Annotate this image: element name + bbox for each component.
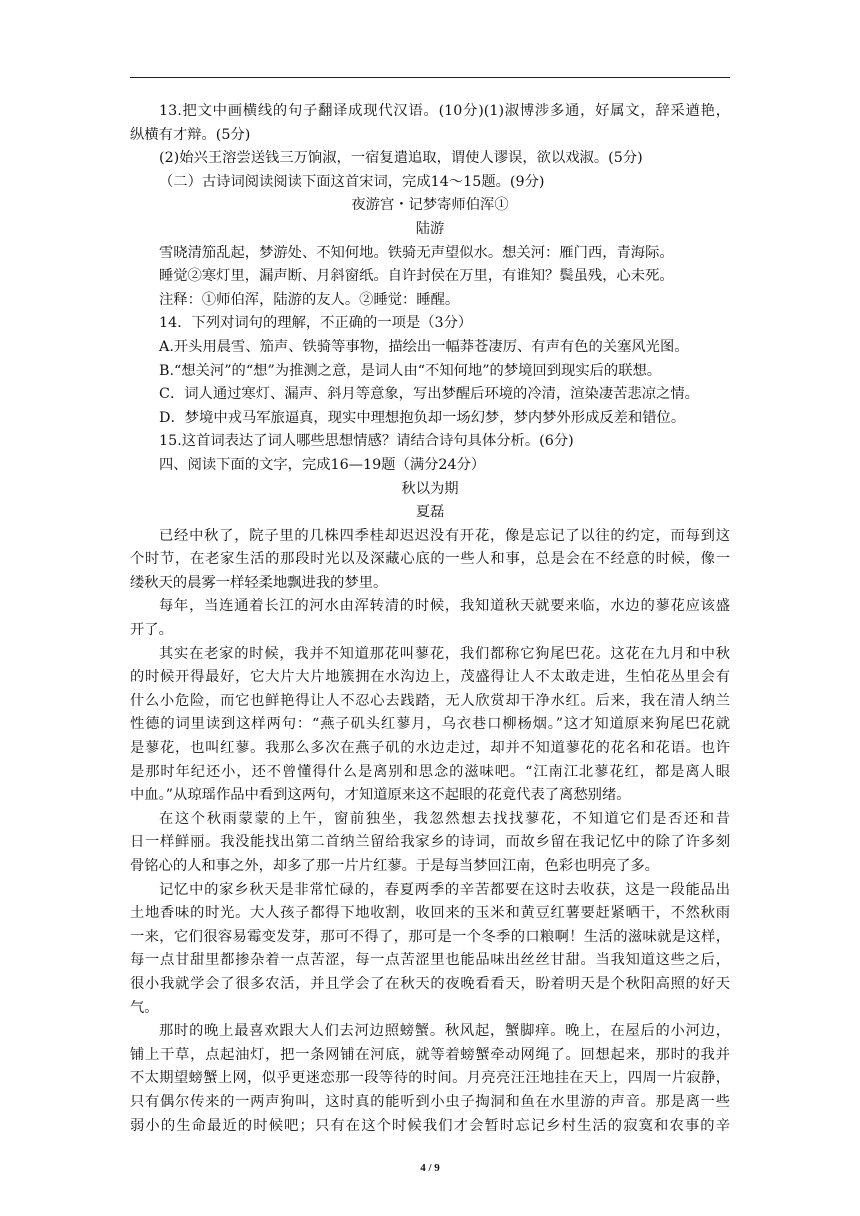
text-line: (2)始兴王溶尝送钱三万饷淑，一宿复遣追取，谓使人谬误，欲以戏淑。(5分) <box>159 150 643 167</box>
text-line: 睡觉②寒灯里，漏声断、月斜窗纸。自许封侯在万里，有谁知？鬓虽残，心未死。 <box>159 268 674 285</box>
text-line: 秋以为期 <box>401 480 459 497</box>
text-line: B.“想关河”的“想”为推测之意，是词人由“不知何地”的梦境回到现实后的联想。 <box>159 362 662 379</box>
text-line: 不太期望螃蟹上网，似乎更迷恋那一段等待的时间。月亮亮汪汪地挂在天上，四周一片寂静， <box>130 1070 730 1087</box>
text-line: 性德的词里读到这样两句：“燕子矶头红蓼月，乌衣巷口柳杨烟。”这才知道原来狗尾巴花就 <box>130 716 730 733</box>
text-line: 开了。 <box>130 622 173 639</box>
page-number: 4 / 9 <box>420 1162 440 1174</box>
text-line: （二）古诗词阅读阅读下面这首宋词，完成14～15题。(9分) <box>159 173 545 190</box>
text-line: 缕秋天的晨雾一样轻柔地飘进我的梦里。 <box>130 574 388 591</box>
text-line: 夏磊 <box>415 504 445 521</box>
text-line: 14．下列对词句的理解，不正确的一项是（3分） <box>159 315 473 332</box>
text-line: 骨铭心的人和事之外，却多了那一片片红蓼。于是每当梦回江南，色彩也明亮了多。 <box>130 858 659 874</box>
text-line: A.开头用晨雪、笳声、铁骑等事物，描绘出一幅莽苍凄厉、有声有色的关塞风光图。 <box>159 338 689 355</box>
text-line: 那时的晚上最喜欢跟大人们去河边照螃蟹。秋风起，蟹脚痒。晚上，在屋后的小河边， <box>159 1023 730 1040</box>
text-line: 是那时年纪还小，还不曾懂得什么是离别和思念的滋味吧。“江南江北蓼花红，都是离人眼 <box>130 763 730 780</box>
text-line: 一来，它们很容易霉变发芽，那可不得了，那可是一个冬季的口粮啊！生活的滋味就是这样， <box>130 928 730 945</box>
document-body <box>130 100 730 1138</box>
text-line: 13.把文中画横线的句子翻译成现代汉语。(10分)(1)淑博涉多通，好属文，辞采遒艳， <box>159 103 730 119</box>
text-line: D．梦境中戎马军旅逼真，现实中理想抱负却一场幻梦，梦内梦外形成反差和错位。 <box>159 409 686 426</box>
text-line: 记忆中的家乡秋天是非常忙碌的，春夏两季的辛苦都要在这时去收获，这是一段能品出 <box>159 881 730 898</box>
text-line: 在这个秋雨蒙蒙的上午，窗前独坐，我忽然想去找找蓼花，不知道它们是否还和昔 <box>159 810 730 827</box>
text-line: 已经中秋了，院子里的几株四季桂却迟迟没有开花，像是忘记了以往的约定，而每到这 <box>159 527 730 544</box>
text-line: 什么小危险，而它也鲜艳得让人不忍心去践踏，无人欣赏却干净水红。后来，我在清人纳兰 <box>130 692 730 709</box>
text-line: C．词人通过寒灯、漏声、斜月等意象，写出梦醒后环境的冷清，渲染凄苦悲凉之情。 <box>159 386 699 403</box>
text-line: 日一样鲜丽。我没能找出第二首纳兰留给我家乡的诗词，而故乡留在我记忆中的除了许多刻 <box>130 834 730 851</box>
text-line: 很小我就学会了很多农活，并且学会了在秋天的夜晚看看天，盼着明天是个秋阳高照的好天 <box>130 975 730 992</box>
text-line: 纵横有才辩。(5分) <box>130 126 251 143</box>
text-line: 夜游宫・记梦寄师伯浑① <box>351 197 509 214</box>
text-line: 中血。”从琼瑶作品中看到这两句，才知道原来这不起眼的花竟代表了离愁别绪。 <box>130 787 631 804</box>
text-line: 只有偶尔传来的一两声狗叫，这时真的能听到小虫子掏洞和鱼在水里游的声音。那是离一些 <box>130 1093 730 1110</box>
text-line: 土地香味的时光。大人孩子都得下地收割，收回来的玉米和黄豆红薯要赶紧晒干，不然秋雨 <box>130 905 730 922</box>
text-line: 的时候开得最好，它大片大片地簇拥在水沟边上，茂盛得让人不太敢走进，生怕花丛里会有 <box>130 669 730 686</box>
text-line: 注释：①师伯浑，陆游的友人。②睡觉：睡醒。 <box>159 291 460 308</box>
header-rule <box>130 77 730 78</box>
text-line: 铺上干草，点起油灯，把一条网铺在河底，就等着螃蟹牵动网绳了。回想起来，那时的我并 <box>130 1046 730 1063</box>
text-line: 其实在老家的时候，我并不知道那花叫蓼花，我们都称它狗尾巴花。这花在九月和中秋 <box>159 645 730 662</box>
text-line: 气。 <box>130 999 159 1016</box>
text-line: 陆游 <box>415 220 445 237</box>
text-line: 弱小的生命最近的时候吧；只有在这个时候我们才会暂时忘记乡村生活的寂寞和农事的辛 <box>130 1117 730 1134</box>
text-line: 个时节，在老家生活的那段时光以及深藏心底的一些人和事，总是会在不经意的时候，像一 <box>130 551 730 568</box>
text-line: 15.这首词表达了词人哪些思想情感？请结合诗句具体分析。(6分) <box>159 433 574 450</box>
text-line: 雪晓清笳乱起，梦游处、不知何地。铁骑无声望似水。想关河：雁门西，青海际。 <box>159 244 674 261</box>
text-line: 是蓼花，也叫红蓼。我那么多次在燕子矶的水边走过，却并不知道蓼花的花名和花语。也许 <box>130 740 730 757</box>
text-line: 每一点甘甜里都掺杂着一点苦涩，每一点苦涩里也能品味出丝丝甘甜。当我知道这些之后， <box>130 952 730 969</box>
text-line: 每年，当连通着长江的河水由浑转清的时候，我知道秋天就要来临，水边的蓼花应该盛 <box>159 598 730 615</box>
text-line: 四、阅读下面的文字，完成16—19题（满分24分） <box>159 456 486 473</box>
